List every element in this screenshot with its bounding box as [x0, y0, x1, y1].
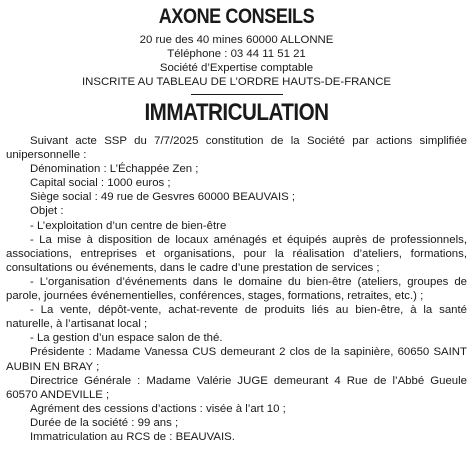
- capital-line: Capital social : 1000 euros ;: [30, 177, 171, 190]
- objet-item: - La mise à disposition de locaux aménagés et équipés auprès de professionnels, associations, entreprises et organisations, pour la réalisation d’ateliers, formations, consultations ou événements, dans le cadre d’une prestation de services ;: [6, 233, 467, 274]
- objet-item: - La vente, dépôt-vente, achat-revente de produits liés au bien-être, à la santé naturelle, à l’artisanat local ;: [6, 304, 467, 331]
- notice-body: [6, 134, 467, 444]
- directrice-paragraph: Directrice Générale : Madame Valérie JUGE demeurant 4 Rue de l’Abbé Gueule 60570 ANDEVILLE ;: [6, 374, 467, 401]
- objet-item: - L’exploitation d’un centre de bien-être: [30, 219, 227, 232]
- notice-title: IMMATRICULATION: [144, 99, 329, 126]
- siege-line: Siège social : 49 rue de Gesvres 60000 BEAUVAIS ;: [30, 191, 296, 204]
- intro-paragraph: Suivant acte SSP du 7/7/2025 constitution de la Société par actions simplifiée unipersonnelle :: [6, 135, 467, 162]
- objet-item: - L’organisation d’événements dans le domaine du bien-être (ateliers, groupes de parole, journées événementielles, conférences, stages, formations, retraites, etc.) ;: [6, 275, 467, 303]
- duree-line: Durée de la société : 99 ans ;: [30, 416, 179, 429]
- objet-item: - La gestion d’un espace salon de thé.: [30, 332, 223, 345]
- denomination-line: Dénomination : L’Échappée Zen ;: [30, 163, 199, 176]
- objet-label: Objet :: [30, 205, 64, 218]
- company-registration: INSCRITE AU TABLEAU DE L’ORDRE HAUTS-DE-FRANCE: [81, 76, 392, 88]
- company-header: [6, 33, 467, 89]
- immatriculation-line: Immatriculation au RCS de : BEAUVAIS.: [30, 430, 235, 443]
- company-name: AXONE CONSEILS: [158, 5, 315, 28]
- company-address: 20 rue des 40 mines 60000 ALLONNE: [139, 34, 334, 46]
- company-type: Société d’Expertise comptable: [159, 62, 314, 74]
- header-divider: [191, 94, 283, 95]
- agrement-line: Agrément des cessions d’actions : visée à l’art 10 ;: [30, 402, 286, 415]
- company-phone: Téléphone : 03 44 11 51 21: [167, 48, 306, 60]
- presidente-paragraph: Présidente : Madame Vanessa CUS demeurant 2 clos de la sapinière, 60650 SAINT AUBIN EN BRAY ;: [6, 346, 467, 373]
